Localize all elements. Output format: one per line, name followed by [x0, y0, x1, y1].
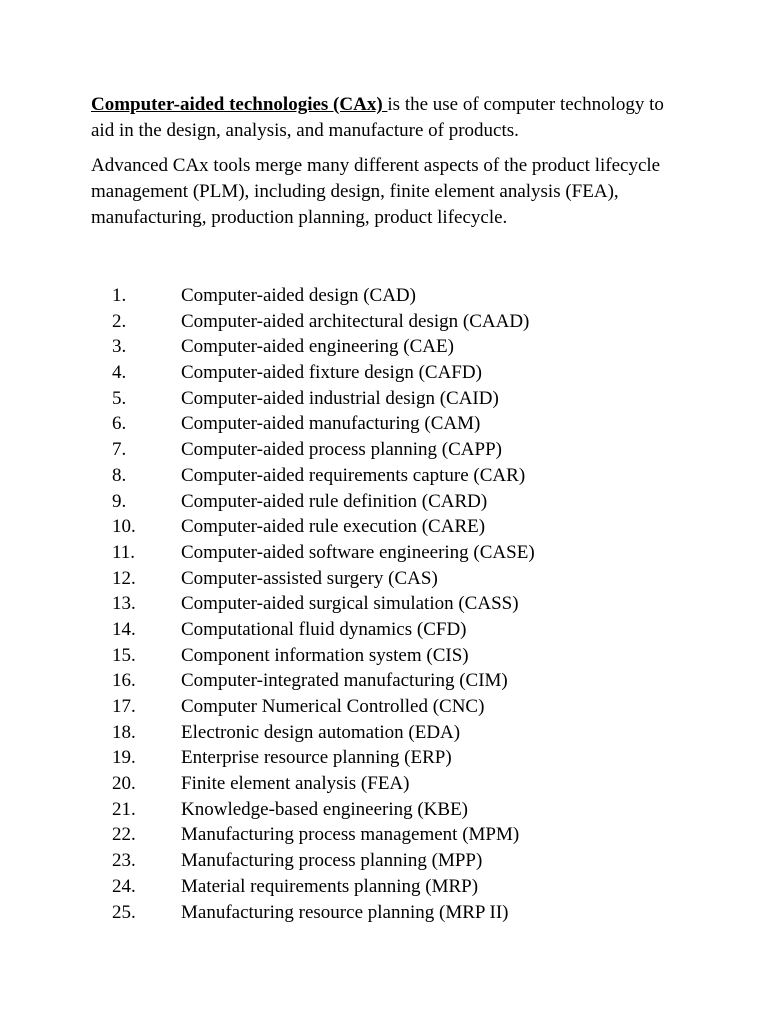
list-item	[0, 668, 768, 694]
list-item-text: Computer Numerical Controlled (CNC)	[181, 696, 485, 717]
list-item	[0, 643, 768, 669]
list-item-number: 24.	[112, 875, 136, 897]
list-item	[0, 745, 768, 771]
list-item-text: Computer-aided rule execution (CARE)	[181, 516, 486, 538]
list-item-number: 3.	[112, 336, 127, 358]
list-item	[0, 463, 768, 489]
list-item-text: Knowledge-based engineering (KBE)	[181, 798, 469, 820]
list-item	[0, 848, 768, 874]
list-item	[0, 437, 768, 463]
list-item-number: 10.	[112, 516, 136, 538]
list-item	[0, 874, 768, 900]
list-item-text: Computer-aided industrial design (CAID)	[181, 387, 499, 409]
list-item-text: Computer-aided rule definition (CARD)	[181, 490, 488, 512]
list-item-number: 5.	[112, 387, 127, 409]
list-item-number: 17.	[112, 696, 136, 717]
list-item-number: 11.	[112, 541, 136, 563]
list-item-text: Electronic design automation (EDA)	[181, 721, 461, 743]
list-item-text: Component information system (CIS)	[181, 644, 469, 666]
list-item-number: 4.	[112, 362, 127, 384]
list-item-text: Computational fluid dynamics (CFD)	[181, 618, 467, 640]
list-item	[0, 514, 768, 540]
list-item-number: 12.	[112, 567, 136, 589]
list-item	[0, 283, 768, 309]
list-item	[0, 566, 768, 592]
cax-term: Computer-aided technologies (CAx)	[91, 94, 388, 115]
list-item-number: 9.	[112, 490, 127, 512]
list-item-number: 20.	[112, 773, 136, 795]
list-item-text: Computer-aided requirements capture (CAR)	[181, 464, 526, 486]
list-item-text: Manufacturing process planning (MPP)	[181, 850, 483, 872]
list-item	[0, 386, 768, 412]
list-item-number: 25.	[112, 901, 136, 923]
list-item-text: Computer-aided fixture design (CAFD)	[181, 362, 482, 384]
list-item	[0, 720, 768, 746]
list-item	[0, 489, 768, 515]
list-item-number: 19.	[112, 747, 136, 769]
list-item-text: Material requirements planning (MRP)	[181, 875, 479, 897]
list-item	[0, 797, 768, 823]
list-item	[0, 771, 768, 797]
list-item-text: Enterprise resource planning (ERP)	[181, 747, 452, 769]
list-item	[0, 900, 768, 926]
list-item	[0, 334, 768, 360]
list-item-text: Manufacturing process management (MPM)	[181, 824, 520, 846]
list-item-number: 7.	[112, 439, 127, 461]
list-item	[0, 411, 768, 437]
list-item	[0, 360, 768, 386]
list-item-text: Computer-aided architectural design (CAAD)	[181, 310, 530, 332]
list-item-text: Computer-aided design (CAD)	[181, 285, 416, 306]
list-item-number: 8.	[112, 464, 127, 486]
list-item-number: 2.	[112, 310, 127, 332]
list-item-text: Computer-aided engineering (CAE)	[181, 336, 454, 358]
list-item-number: 22.	[112, 824, 136, 846]
list-item-text: Computer-aided surgical simulation (CASS)	[181, 593, 519, 615]
list-item-number: 16.	[112, 670, 136, 692]
list-item	[0, 540, 768, 566]
cax-technologies-list	[0, 283, 768, 925]
list-item	[0, 822, 768, 848]
list-item-number: 1.	[112, 285, 127, 306]
list-item-number: 13.	[112, 593, 136, 615]
list-item	[0, 309, 768, 335]
list-item-number: 6.	[112, 413, 127, 435]
intro-paragraph	[91, 92, 691, 144]
list-item	[0, 694, 768, 720]
list-item-text: Computer-aided manufacturing (CAM)	[181, 413, 481, 435]
list-item-text: Computer-assisted surgery (CAS)	[181, 567, 438, 589]
list-item-text: Computer-aided process planning (CAPP)	[181, 439, 502, 461]
list-item-text: Computer-integrated manufacturing (CIM)	[181, 670, 508, 692]
list-item-number: 14.	[112, 618, 136, 640]
list-item-text: Finite element analysis (FEA)	[181, 773, 410, 795]
list-item-number: 23.	[112, 850, 136, 872]
list-item-number: 15.	[112, 644, 136, 666]
list-item	[0, 591, 768, 617]
intro-text: is the use of computer technology to aid in the design, analysis, and manufacture of products.	[91, 94, 664, 141]
list-item	[0, 617, 768, 643]
list-item-text: Computer-aided software engineering (CASE)	[181, 541, 535, 563]
list-item-text: Manufacturing resource planning (MRP II)	[181, 901, 509, 923]
list-item-number: 18.	[112, 721, 136, 743]
plm-paragraph: Advanced CAx tools merge many different aspects of the product lifecycle management (PLM), including design, finite element analysis (FEA), manufacturing, production planning, product lifecycle.	[91, 155, 661, 228]
list-item-number: 21.	[112, 798, 136, 820]
